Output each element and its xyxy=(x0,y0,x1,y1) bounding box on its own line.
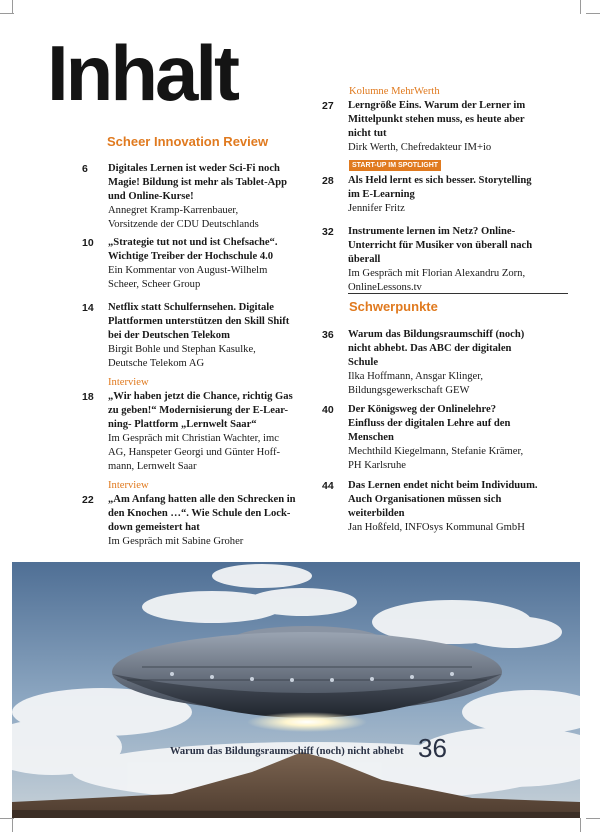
entry-headline: Warum das Bildungsraumschiff (noch) nicht abhebt. Das ABC der digitalen Schule xyxy=(348,329,525,368)
page-title: Inhalt xyxy=(47,29,237,117)
entry-page-number: 6 xyxy=(82,163,88,175)
entry-author: Ilka Hoffmann, Ansgar Klinger, Bildungsgewerkschaft GEW xyxy=(348,371,484,396)
section-divider xyxy=(348,293,568,294)
entry-headline: Das Lernen endet nicht beim Individuum. Auch Organisationen müssen sich weiterbilden xyxy=(348,480,538,519)
entry-author: Dirk Werth, Chefredakteur IM+io xyxy=(348,142,492,153)
entry-author: Jan Hoßfeld, INFOsys Kommunal GmbH xyxy=(348,522,525,533)
ufo-photo[interactable] xyxy=(12,562,580,818)
caption-text: Warum das Bildungsraumschiff (noch) nicht abhebt xyxy=(170,746,404,757)
crop-mark xyxy=(12,0,13,14)
entry-page-number: 44 xyxy=(322,480,334,492)
entry-page-number: 27 xyxy=(322,100,334,112)
entry-headline: Der Königsweg der Onlinelehre? Einfluss der digitalen Lehre auf den Menschen xyxy=(348,404,511,443)
caption-page-number: 36 xyxy=(418,733,447,763)
entry-headline: „Strategie tut not und ist Chefsache“. Wichtige Treiber der Hochschule 4.0 xyxy=(108,237,278,262)
entry-page-number: 18 xyxy=(82,391,94,403)
crop-mark xyxy=(580,0,581,14)
entry-author: Im Gespräch mit Florian Alexandru Zorn, OnlineLessons.tv xyxy=(348,268,526,293)
entry-page-number: 10 xyxy=(82,237,94,249)
crop-mark xyxy=(12,818,13,832)
entry-headline: Als Held lernt es sich besser. Storytelling im E-Learning xyxy=(348,175,532,200)
interview-kicker: Interview xyxy=(108,377,149,388)
entry-page-number: 14 xyxy=(82,302,94,314)
entry-headline: Netflix statt Schulfernsehen. Digitale Plattformen unterstützen den Skill Shift bei der Deutschen Telekom xyxy=(108,302,290,341)
crop-mark xyxy=(0,818,14,819)
entry-author: Jennifer Fritz xyxy=(348,203,405,214)
entry-headline: „Wir haben jetzt die Chance, richtig Gas zu geben!“ Modernisierung der E-Lear- ning- Plattform „Lernwelt Saar“ xyxy=(108,391,293,430)
entry-page-number: 22 xyxy=(82,494,94,506)
startup-spotlight-badge: START-UP IM SPOTLIGHT xyxy=(349,160,441,171)
entry-author: Im Gespräch mit Sabine Groher xyxy=(108,536,244,547)
interview-kicker: Interview xyxy=(108,480,149,491)
section-title-schwerpunkte: Schwerpunkte xyxy=(349,299,438,314)
crop-mark xyxy=(586,13,600,14)
entry-author: Ein Kommentar von August-Wilhelm Scheer, Scheer Group xyxy=(108,265,268,290)
entry-page-number: 40 xyxy=(322,404,334,416)
entry-author: Birgit Bohle und Stephan Kasulke, Deutsche Telekom AG xyxy=(108,344,256,369)
crop-mark xyxy=(586,818,600,819)
column-kicker: Kolumne MehrWerth xyxy=(349,86,440,97)
entry-page-number: 36 xyxy=(322,329,334,341)
entry-page-number: 32 xyxy=(322,226,334,238)
ufo-illustration xyxy=(12,562,580,818)
entry-author: Annegret Kramp-Karrenbauer, Vorsitzende der CDU Deutschlands xyxy=(108,205,259,230)
entry-author: Mechthild Kiegelmann, Stefanie Krämer, PH Karlsruhe xyxy=(348,446,524,471)
section-title-scheer-innovation-review: Scheer Innovation Review xyxy=(107,134,269,149)
entry-author: Im Gespräch mit Christian Wachter, imc AG, Hanspeter Georgi und Günter Hoff- mann, Lernwelt Saar xyxy=(108,433,281,472)
entry-page-number: 28 xyxy=(322,175,334,187)
crop-mark xyxy=(0,13,14,14)
entry-headline: Instrumente lernen im Netz? Online- Unterricht für Musiker von überall nach überall xyxy=(348,226,533,265)
entry-headline: Lerngröße Eins. Warum der Lerner im Mittelpunkt stehen muss, es heute aber nicht tut xyxy=(348,100,526,139)
entry-headline: „Am Anfang hatten alle den Schrecken in den Knochen …“. Wie Schule den Lock- down gemeistert hat xyxy=(108,494,296,533)
entry-headline: Digitales Lernen ist weder Sci-Fi noch Magie! Bildung ist mehr als Tablet-App und Online-Kurse! xyxy=(108,163,288,202)
crop-mark xyxy=(580,818,581,832)
